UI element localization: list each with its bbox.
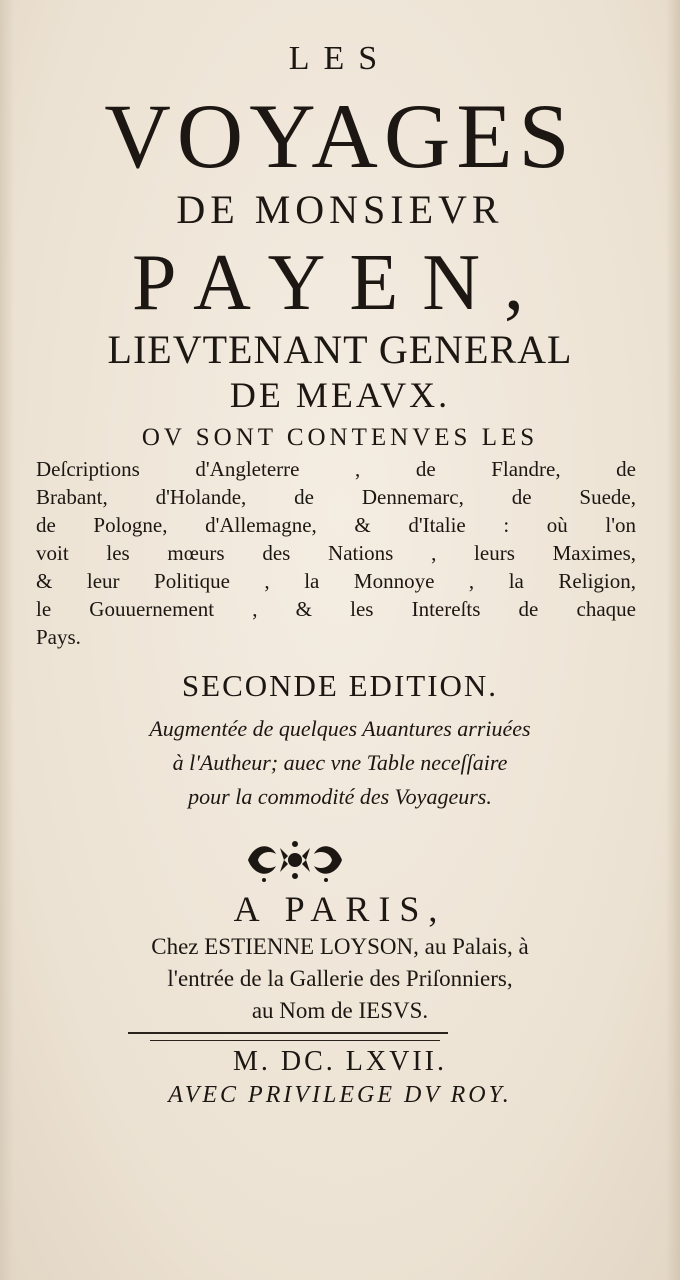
- description-line: de Pologne, d'Allemagne, & d'Italie : où l'on: [36, 513, 636, 537]
- description-line: Deſcriptions d'Angleterre , de Flandre, de: [36, 457, 636, 481]
- divider-rule-thin: [150, 1040, 440, 1041]
- imprint-line: au Nom de IESVS.: [251, 998, 429, 1023]
- description-line: Pays.: [36, 625, 81, 649]
- city: A PARIS,: [233, 889, 447, 929]
- imprint-line: l'entrée de la Gallerie des Priſonniers,: [167, 966, 513, 991]
- royal-privilege: AVEC PRIVILEGE DV ROY.: [168, 1082, 512, 1108]
- author-rank: LIEVTENANT GENERAL: [107, 327, 573, 372]
- title-voyages: VOYAGES: [104, 85, 576, 187]
- augmentation-line: à l'Autheur; auec vne Table neceſſaire: [172, 750, 508, 775]
- author-name: PAYEN,: [132, 239, 548, 327]
- description-line: voit les mœurs des Nations , leurs Maximes,: [36, 541, 636, 565]
- author-place: DE MEAVX.: [229, 375, 451, 415]
- edition-statement: SECONDE EDITION.: [181, 668, 499, 703]
- augmentation-line: Augmentée de quelques Auantures arriuées: [149, 716, 531, 741]
- publication-date: M. DC. LXVII.: [233, 1046, 447, 1077]
- description-line: Brabant, d'Holande, de Dennemarc, de Suede,: [36, 485, 636, 509]
- description-line: le Gouuernement , & les Intereſts de chaque: [36, 597, 636, 621]
- printers-fleuron-icon: [240, 836, 350, 884]
- title-les: LES: [288, 40, 392, 77]
- augmentation-line: pour la commodité des Voyageurs.: [188, 784, 492, 809]
- imprint-line: Chez ESTIENNE LOYSON, au Palais, à: [151, 934, 529, 959]
- description-line: & leur Politique , la Monnoye , la Religion,: [36, 569, 636, 593]
- divider-rule: [128, 1032, 448, 1034]
- title-de-monsieur: DE MONSIEVR: [176, 187, 504, 232]
- contents-intro: OV SONT CONTENVES LES: [141, 424, 539, 451]
